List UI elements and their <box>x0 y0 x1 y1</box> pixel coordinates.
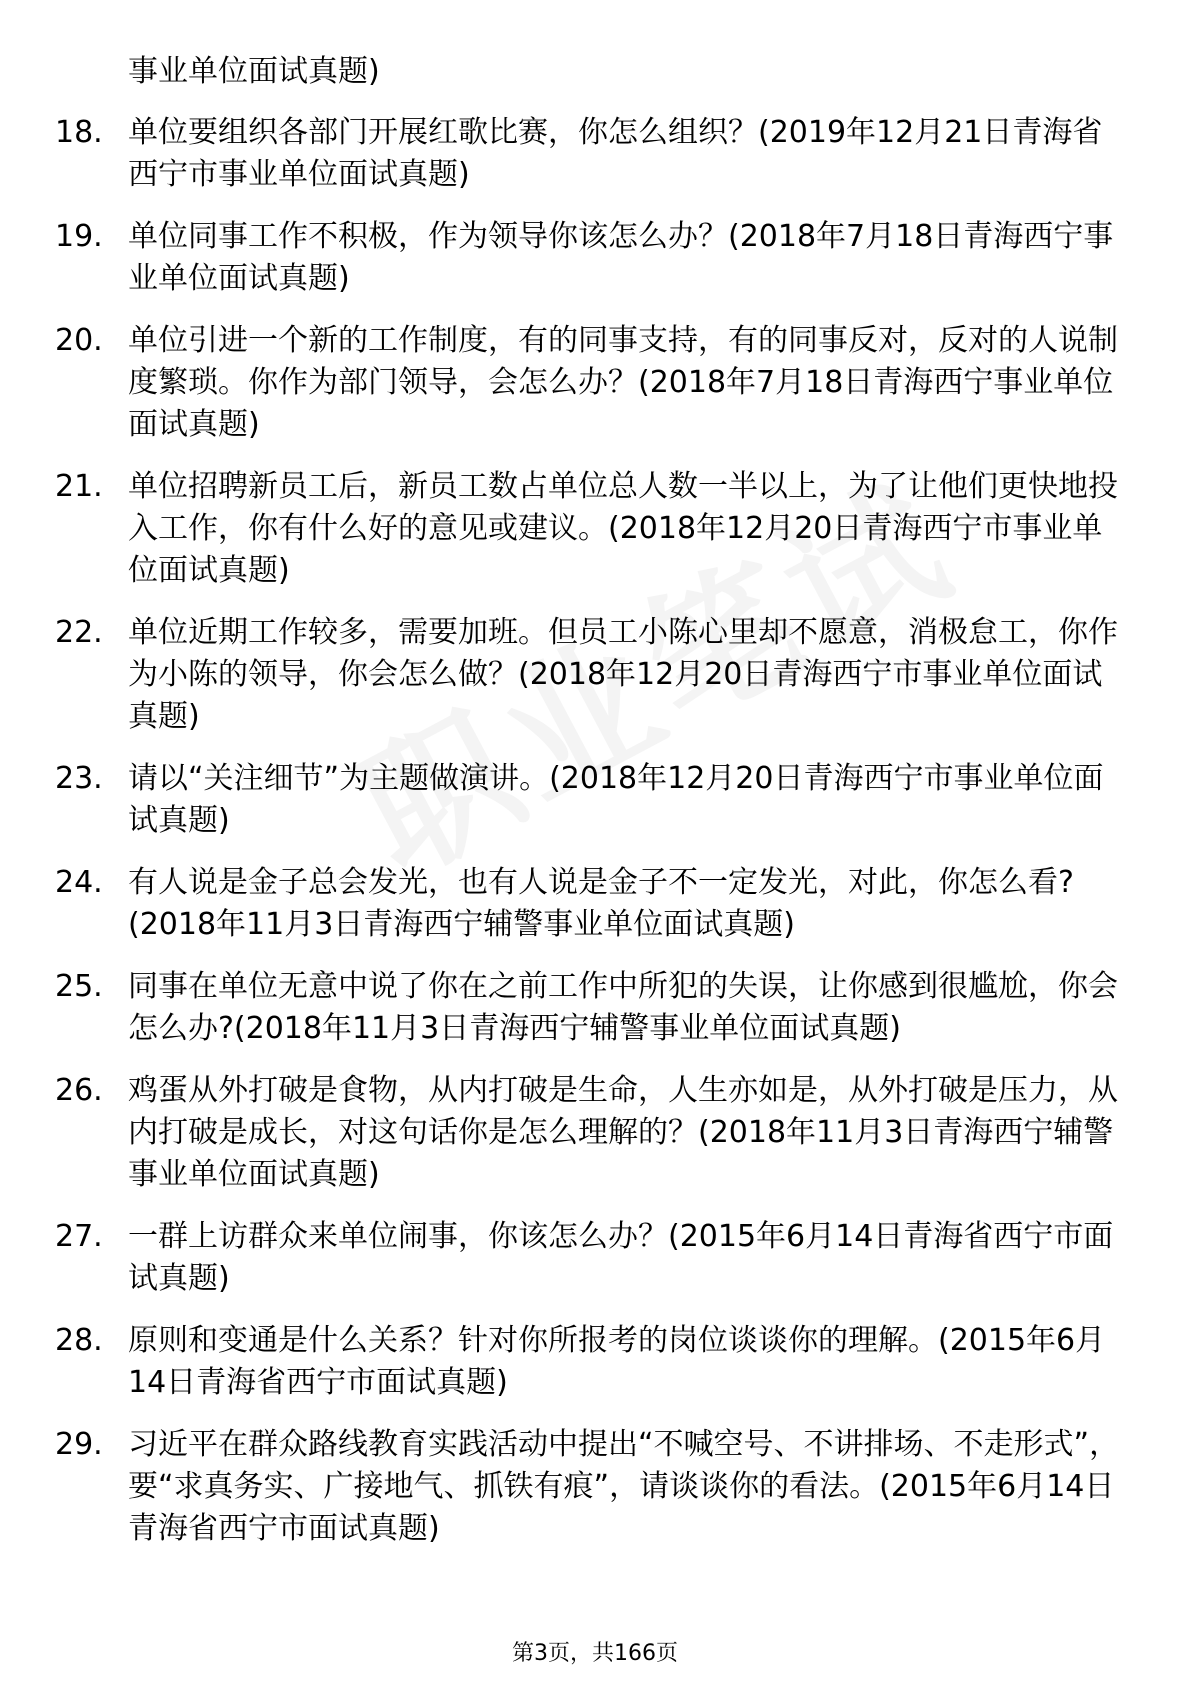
question-item <box>0 1424 1190 1550</box>
question-item <box>0 1320 1190 1404</box>
question-number: 27. <box>55 1219 103 1254</box>
question-number: 19. <box>55 219 103 254</box>
question-number: 18. <box>55 115 103 150</box>
question-number: 25. <box>55 969 103 1004</box>
question-text: 一群上访群众来单位闹事，你该怎么办？(2015年6月14日青海省西宁市面试真题) <box>128 1219 1114 1296</box>
question-text: 单位近期工作较多，需要加班。但员工小陈心里却不愿意，消极怠工，你作为小陈的领导，你会怎么做？(2018年12月20日青海西宁市事业单位面试真题) <box>128 615 1118 734</box>
question-number: 28. <box>55 1323 103 1358</box>
question-text: 同事在单位无意中说了你在之前工作中所犯的失误，让你感到很尴尬，你会怎么办?(2018年11月3日青海西宁辅警事业单位面试真题) <box>128 969 1118 1046</box>
question-text: 单位要组织各部门开展红歌比赛，你怎么组织？(2019年12月21日青海省西宁市事业单位面试真题) <box>128 115 1103 192</box>
question-list <box>0 112 1190 1570</box>
question-text: 鸡蛋从外打破是食物，从内打破是生命，人生亦如是，从外打破是压力，从内打破是成长，对这句话你是怎么理解的？(2018年11月3日青海西宁辅警事业单位面试真题) <box>128 1073 1118 1192</box>
question-number: 24. <box>55 865 103 900</box>
question-number: 21. <box>55 469 103 504</box>
question-number: 22. <box>55 615 103 650</box>
question-item <box>0 466 1190 592</box>
question-text: 原则和变通是什么关系？针对你所报考的岗位谈谈你的理解。(2015年6月14日青海省西宁市面试真题) <box>128 1323 1106 1400</box>
continued-question-text: 事业单位面试真题) <box>128 54 380 89</box>
question-number: 20. <box>55 323 103 358</box>
question-text: 单位招聘新员工后，新员工数占单位总人数一半以上，为了让他们更快地投入工作，你有什么好的意见或建议。(2018年12月20日青海西宁市事业单位面试真题) <box>128 469 1118 588</box>
question-item <box>0 112 1190 196</box>
question-text: 习近平在群众路线教育实践活动中提出“不喊空号、不讲排场、不走形式”，要“求真务实、广接地气、抓铁有痕”，请谈谈你的看法。(2015年6月14日青海省西宁市面试真题) <box>128 1427 1120 1546</box>
question-text: 单位同事工作不积极，作为领导你该怎么办？(2018年7月18日青海西宁事业单位面试真题) <box>128 219 1114 296</box>
question-text: 单位引进一个新的工作制度，有的同事支持，有的同事反对，反对的人说制度繁琐。你作为部门领导，会怎么办？(2018年7月18日青海西宁事业单位面试真题) <box>128 323 1118 442</box>
question-item <box>0 1070 1190 1196</box>
question-item <box>0 216 1190 300</box>
question-text: 有人说是金子总会发光，也有人说是金子不一定发光，对此，你怎么看?(2018年11月3日青海西宁辅警事业单位面试真题) <box>128 865 1074 942</box>
question-item <box>0 1216 1190 1300</box>
question-item <box>0 758 1190 842</box>
question-number: 23. <box>55 761 103 796</box>
question-item <box>0 612 1190 738</box>
question-number: 26. <box>55 1073 103 1108</box>
question-item <box>0 966 1190 1050</box>
page-number-footer: 第3页，共166页 <box>512 1641 678 1666</box>
question-item <box>0 320 1190 446</box>
question-item <box>0 862 1190 946</box>
question-number: 29. <box>55 1427 103 1462</box>
question-text: 请以“关注细节”为主题做演讲。(2018年12月20日青海西宁市事业单位面试真题) <box>128 761 1104 838</box>
